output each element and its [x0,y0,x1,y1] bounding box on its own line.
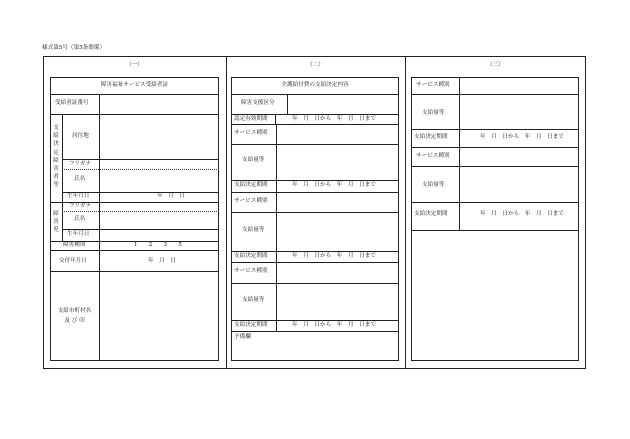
furigana2-label: フリガナ [69,203,92,209]
divider [231,331,399,332]
service-type-label: サービス種別 [234,268,268,274]
name-label: 氏名 [74,176,86,182]
benefit-amount-label: 支給量等 [242,227,265,233]
decision-period-text: 年 月 日から 年 月 日まで [292,253,376,259]
decision-person-label: 支給決定障害者等 [53,125,59,189]
divider [231,262,399,263]
disability-type-label: 障害種別 [63,242,86,248]
cert-number-label: 受給者証番号 [55,100,89,106]
benefit-amount-label: 支給量等 [422,182,445,188]
service-type-label: サービス種別 [416,153,450,159]
divider [231,251,399,252]
column-divider-2 [405,56,406,369]
divider [275,114,276,124]
birthdate2-label: 生年月日 [67,231,90,237]
divider [62,159,219,160]
divider [231,320,399,321]
decision-period-label: 支給決定期間 [414,134,448,140]
service-type-label: サービス種別 [416,82,450,88]
divider [459,147,460,230]
divider [231,283,399,284]
decision-period-label: 支給決定期間 [234,322,268,328]
municipality-label-line2: 及 び 印 [64,318,85,324]
column-divider-1 [226,56,227,369]
dotted-divider [62,211,219,212]
decision-period-text: 年 月 日から 年 月 日まで [292,322,376,328]
decision-period-text: 年 月 日から 年 月 日まで [292,182,376,188]
dotted-divider [62,169,219,170]
panel-two-title: 介護給付費の支給決定内容 [281,82,349,88]
address-label: 居住地 [72,133,89,139]
municipality-label-line1: 支給市町村名 [57,308,92,314]
decision-period-label: 支給決定期間 [234,253,268,259]
panel-one-title: 障害福祉サービス受給者証 [100,82,169,88]
divider [411,129,579,130]
furigana-label: フリガナ [69,161,92,167]
decision-period-text: 年 月 日から 年 月 日まで [480,134,564,140]
divider [62,114,63,202]
divider [287,94,288,114]
divider [231,144,399,145]
issue-date-label: 交付年月日 [59,258,87,264]
divider [231,212,399,213]
divider [62,202,63,241]
child-label: 障害児 [53,211,59,234]
decision-period-label: 支給決定期間 [414,211,448,217]
divider [411,202,579,203]
divider [99,94,100,114]
divider [411,230,579,231]
divider [99,241,100,250]
panel-three-box [411,77,579,361]
divider [411,147,579,148]
divider [231,94,399,95]
form-label: 様式第5号（第5条関係） [42,45,106,51]
birthdate-ymd: 年 月 日 [157,193,185,199]
issue-date-ymd: 年 月 日 [148,258,176,264]
section-three-heading: （三） [487,62,504,68]
cert-period-text: 年 月 日から 年 月 日まで [292,116,376,122]
divider [50,114,219,115]
benefit-amount-label: 支給量等 [242,297,265,303]
divider [411,166,579,167]
divider [231,114,399,115]
divider [276,124,277,192]
divider [99,114,100,202]
birthdate-label: 生年月日 [67,193,90,199]
divider [50,250,219,251]
divider [231,192,399,193]
service-type-label: サービス種別 [234,198,268,204]
section-one-heading: （一） [126,62,143,68]
name2-label: 氏名 [74,216,86,222]
decision-period-text: 年 月 日から 年 月 日まで [480,211,564,217]
section-two-heading: （二） [307,62,324,68]
divider [231,124,399,125]
benefit-amount-label: 支給量等 [422,110,445,116]
cert-period-label: 認定有効期間 [234,116,268,122]
benefit-amount-label: 支給量等 [242,157,265,163]
divider [50,94,219,95]
divider [99,250,100,361]
divider [62,229,219,230]
divider [459,77,460,147]
disability-type-numbers: 1 2 3 5 [134,242,182,248]
divider [231,180,399,181]
support-category-label: 障害支援区分 [241,100,275,106]
divider [411,94,579,95]
divider [99,202,100,241]
notes-label: 予備欄 [234,334,251,340]
divider [50,271,219,272]
decision-period-label: 支給決定期間 [234,182,268,188]
service-type-label: サービス種別 [234,130,268,136]
